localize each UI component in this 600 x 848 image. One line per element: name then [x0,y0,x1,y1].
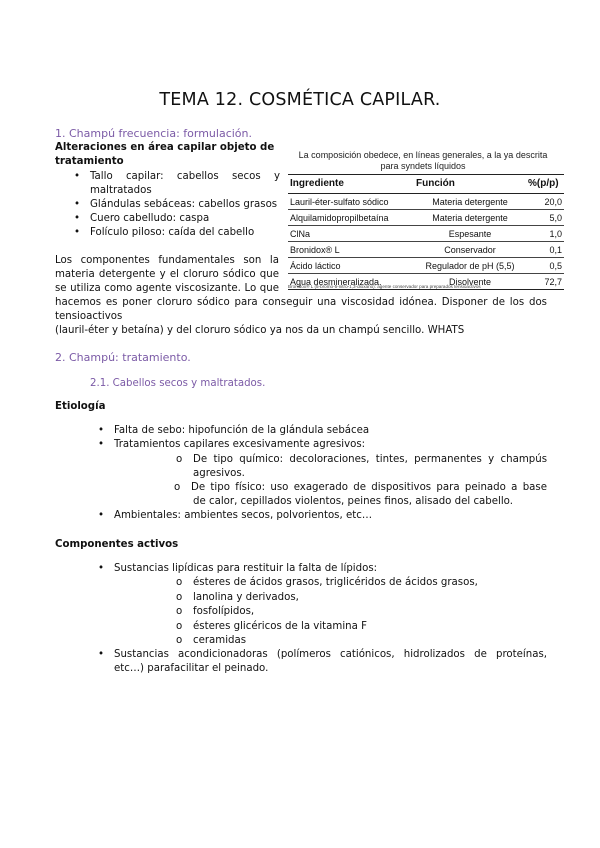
cell-ingredient: Agua desmineralizada. [288,274,414,290]
sub-list-item: o De tipo físico: uso exagerado de dispositivos para peinado a base [191,481,547,495]
paragraph-line: Los componentes fundamentales son la [55,255,279,266]
cell-function: Materia detergente [414,194,526,210]
list-item: • Folículo piloso: caída del cabello [90,226,254,240]
section1-heading: 1. Champú frecuencia: formulación. [55,127,252,140]
table-footnote: Bronidox® L (5-bromo-5-nitro-1,3-dioxano): agente conservador para preparados tensioactivos [288,284,481,289]
sub-list-item-cont: de calor, cepillados violentos, peines finos, alisado del cabello. [193,496,513,507]
cell-percent: 0,1 [526,242,564,258]
table-caption-line: para syndets líquidos [380,161,466,171]
cell-function: Materia detergente [414,210,526,226]
paragraph-line: materia detergente y el cloruro sódico que [55,269,279,280]
list-item: • Sustancias acondicionadoras (polímeros catiónicos, hidrolizados de proteínas, [114,648,547,662]
sub-list-item-cont: agresivos. [193,468,245,479]
sub-list-item: o ésteres glicéricos de la vitamina F [193,620,367,634]
cell-function: Espesante [414,226,526,242]
column-header: %(p/p) [526,175,564,194]
column-header: Función [414,175,526,194]
sub-list-item: o ceramidas [193,634,246,648]
cell-function: Conservador [414,242,526,258]
paragraph-line: (lauril-éter y betaína) y del cloruro sódico ya nos da un champú sencillo. WHATS [55,325,465,336]
cell-percent: 5,0 [526,210,564,226]
list-item: • Tallo capilar: cabellos secos y [90,170,280,184]
table-row [288,258,564,274]
paragraph-line: tensioactivos [55,311,123,322]
cell-ingredient: ClNa [288,226,414,242]
sub-list-item: o ésteres de ácidos grasos, triglicéridos de ácidos grasos, [193,576,478,590]
cell-percent: 0,5 [526,258,564,274]
cell-percent: 72,7 [526,274,564,290]
list-item: • Cuero cabelludo: caspa [90,212,209,226]
table-caption [278,150,568,172]
etiologia-heading: Etiología [55,401,106,412]
table-row [288,210,564,226]
componentes-heading: Componentes activos [55,539,179,550]
list-item: • Tratamientos capilares excesivamente agresivos: [114,438,365,452]
alterations-heading: Alteraciones en área capilar objeto de [55,142,275,153]
page-title: TEMA 12. COSMÉTICA CAPILAR. [159,90,441,110]
composition-table [288,174,564,290]
paragraph-line: hacemos es poner cloruro sódico para conseguir una viscosidad idónea. Disponer de los dos [55,297,547,308]
paragraph-line: se utiliza como agente viscosizante. Lo que [55,283,279,294]
table-caption-line: La composición obedece, en líneas generales, a la ya descrita [298,150,548,160]
list-item-cont: maltratados [90,185,152,196]
list-item-cont: etc…) parafacilitar el peinado. [114,663,269,674]
list-item: • Ambientales: ambientes secos, polvorientos, etc… [114,509,372,523]
section2-heading: 2. Champú: tratamiento. [55,351,191,364]
cell-function: Disolvente [414,274,526,290]
cell-percent: 1,0 [526,226,564,242]
table-row [288,226,564,242]
list-item: • Falta de sebo: hipofunción de la glándula sebácea [114,424,369,438]
sub-list-item: o lanolina y derivados, [193,591,299,605]
list-item: • Glándulas sebáceas: cabellos grasos [90,198,277,212]
list-item: • Sustancias lipídicas para restituir la falta de lípidos: [114,562,377,576]
cell-ingredient: Alquilamidopropilbetaína [288,210,414,226]
sub-list-item: o De tipo químico: decoloraciones, tintes, permanentes y champús [193,453,547,467]
cell-ingredient: Lauril-éter-sulfato sódico [288,194,414,210]
cell-percent: 20,0 [526,194,564,210]
table-row [288,194,564,210]
alterations-heading-cont: tratamiento [55,156,124,167]
subsection-heading: 2.1. Cabellos secos y maltratados. [90,378,266,389]
column-header: Ingrediente [288,175,414,194]
cell-ingredient: Ácido láctico [288,258,414,274]
cell-ingredient: Bronidox® L [288,242,414,258]
cell-function: Regulador de pH (5,5) [414,258,526,274]
sub-list-item: o fosfolípidos, [193,605,254,619]
table-row [288,242,564,258]
table-header-row [288,175,564,194]
